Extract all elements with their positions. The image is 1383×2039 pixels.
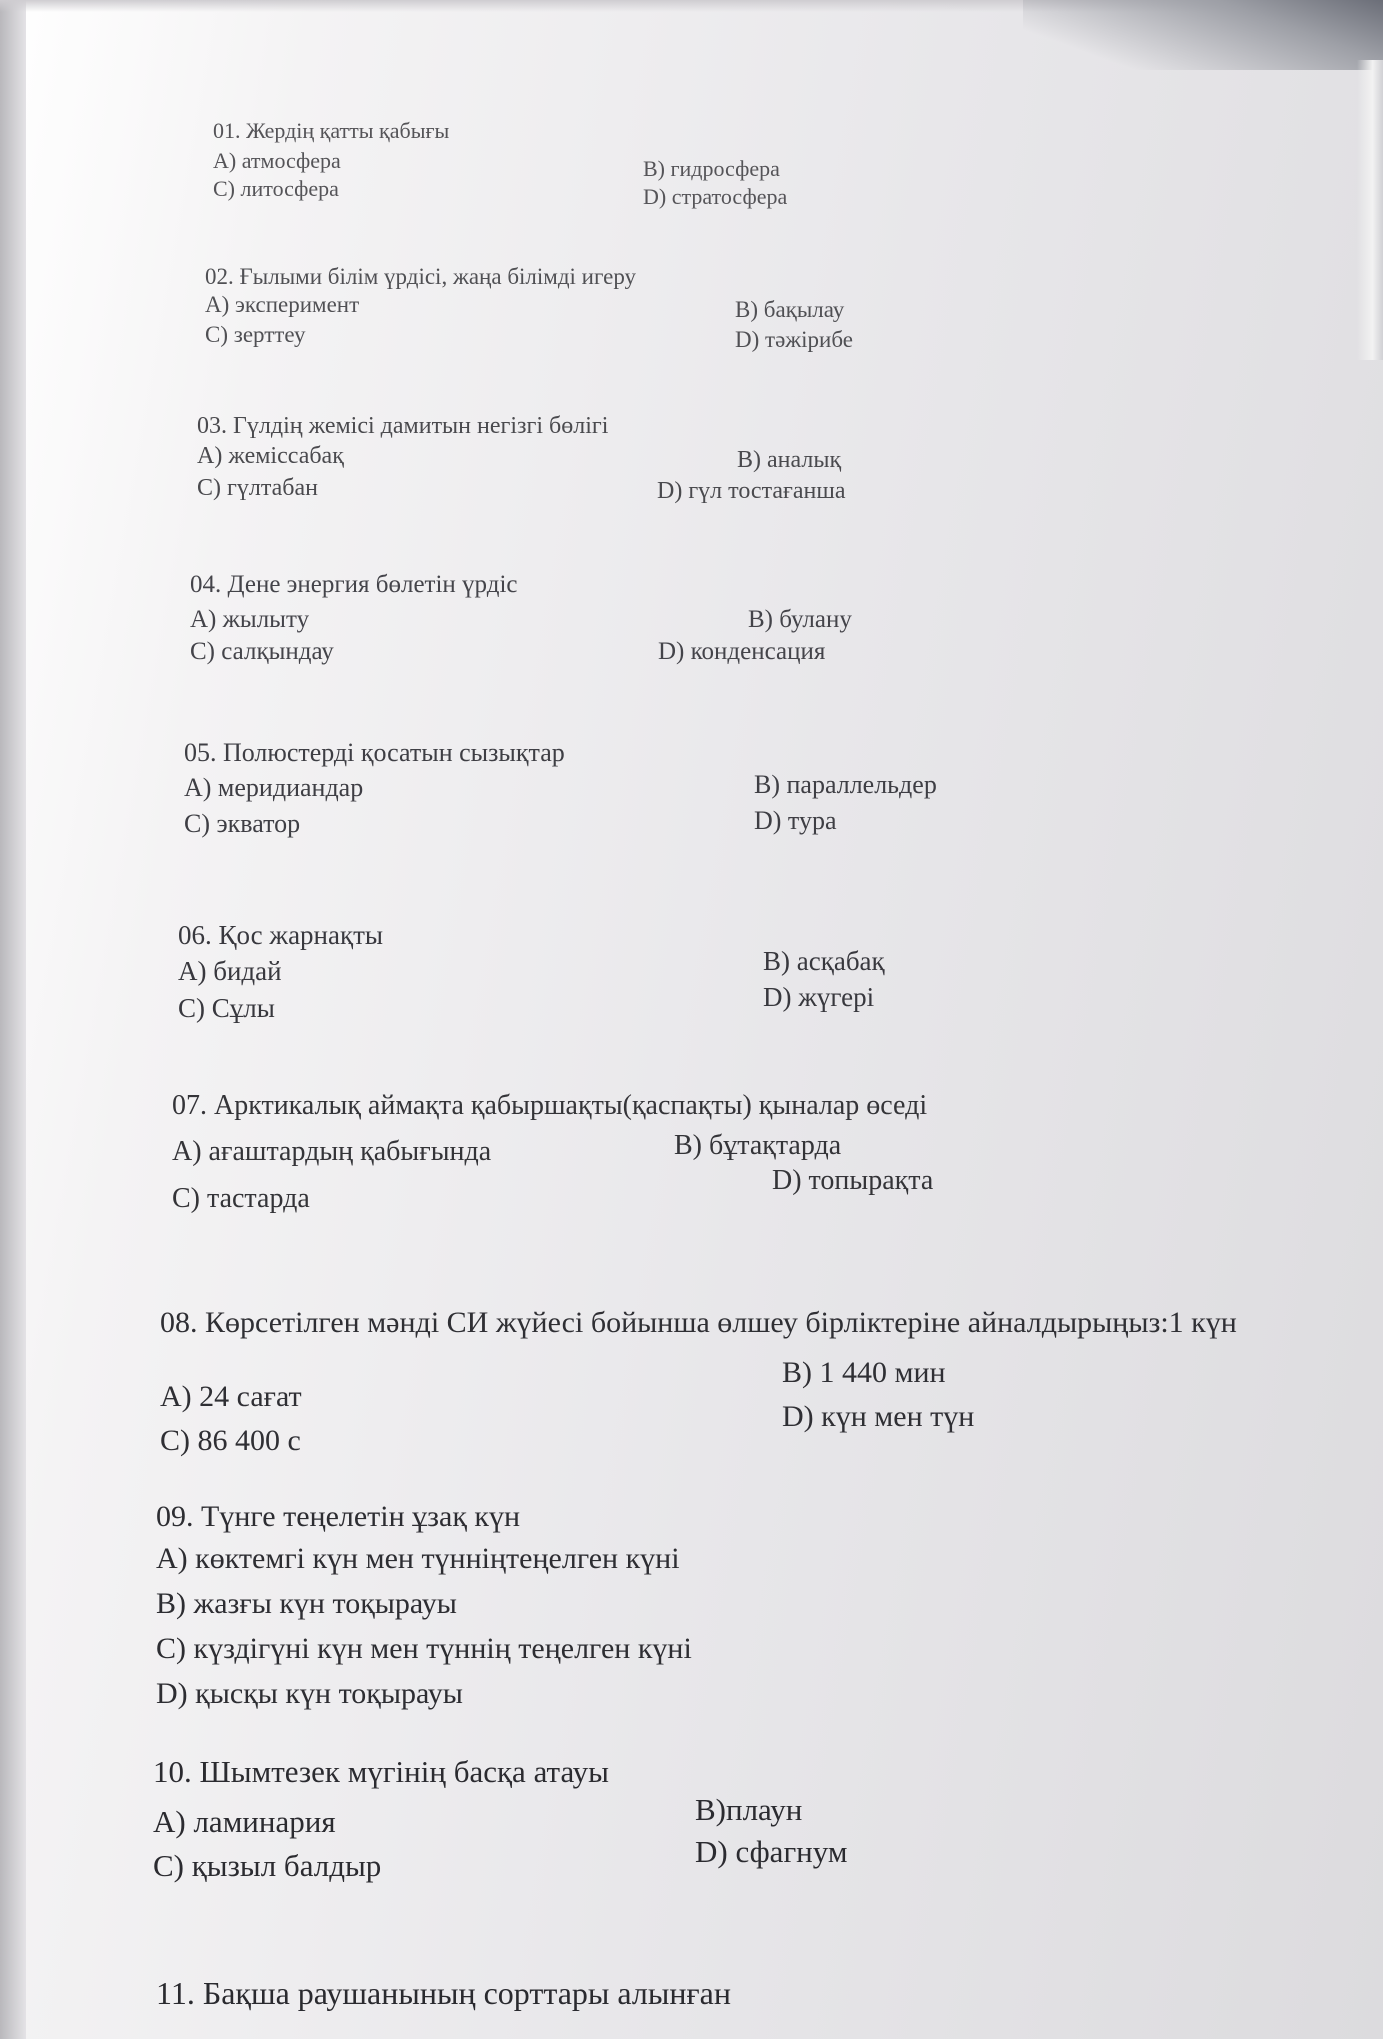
option-d: D) тура [754,806,837,835]
option-a: A) көктемгі күн мен түнніңтеңелген күні [156,1542,680,1575]
option-d: D) топырақта [772,1165,934,1196]
question-stem: 02. Ғылыми білім үрдісі, жаңа білімді игеру [205,264,637,289]
question-stem: 09. Түнге теңелетін ұзақ күн [156,1500,521,1533]
option-c: C) қызыл балдыр [153,1848,382,1883]
option-a: A) эксперимент [205,292,360,317]
option-c: C) Сұлы [178,993,275,1023]
page-left-shadow [0,0,26,2039]
option-b: B) бақылау [735,297,845,322]
option-c: C) литосфера [213,176,339,201]
option-a: A) ағаштардың қабығында [172,1136,492,1167]
option-a: A) жеміссабақ [197,443,344,469]
question-stem: 08. Көрсетілген мәнді СИ жүйесі бойынша өлшеу бірліктеріне айналдырыңыз:1 күн [160,1306,1237,1339]
option-d: D) қысқы күн тоқырауы [156,1677,463,1710]
option-c: C) салқындау [190,638,334,665]
option-b: B) бұтақтарда [674,1130,842,1161]
option-c: C) тастарда [172,1183,310,1214]
question-stem: 03. Гүлдің жемісі дамитын негізгі бөлігі [197,413,609,439]
question-stem: 01. Жердің қатты қабығы [213,118,450,143]
option-a: A) меридиандар [184,773,364,802]
option-d: D) конденсация [658,638,826,665]
option-d: D) тәжірибе [735,327,853,352]
question-stem: 11. Бақша раушанының сорттары алынған [156,1975,731,2011]
option-a: A) атмосфера [213,148,341,173]
page-right-edge [1357,60,1383,360]
question-stem: 07. Арктикалық аймақта қабыршақты(қаспақты) қыналар өседі [172,1090,928,1121]
option-b: B) аналық [737,447,842,473]
question-stem: 10. Шымтезек мүгінің басқа атауы [153,1754,609,1789]
question-stem: 06. Қос жарнақты [178,920,384,950]
option-b: B) жазғы күн тоқырауы [156,1587,457,1620]
option-b: B) 1 440 мин [782,1356,946,1389]
option-d: D) күн мен түн [782,1400,975,1433]
option-d: D) сфагнум [695,1834,848,1869]
option-c: C) гүлтабан [197,475,318,501]
option-a: A) жылыту [190,606,310,633]
option-a: A) 24 сағат [160,1380,302,1413]
question-stem: 04. Дене энергия бөлетін үрдіс [190,571,518,598]
option-c: C) күздігүні күн мен түннің теңелген күні [156,1632,692,1665]
option-b: B) гидросфера [643,156,780,181]
option-c: C) зерттеу [205,322,306,347]
option-a: A) бидай [178,956,282,986]
option-c: C) 86 400 с [160,1424,301,1457]
option-d: D) гүл тостағанша [657,478,846,504]
option-b: B) булану [748,606,852,633]
option-b: B)плаун [695,1792,803,1827]
question-stem: 05. Полюстерді қосатын сызықтар [184,738,565,767]
option-d: D) жүгері [763,982,875,1012]
option-b: B) асқабақ [763,946,885,976]
option-b: B) параллельдер [754,770,937,799]
option-c: C) экватор [184,809,301,838]
option-d: D) стратосфера [643,184,788,209]
option-a: A) ламинария [153,1804,336,1839]
page-corner-shadow [1023,0,1383,70]
